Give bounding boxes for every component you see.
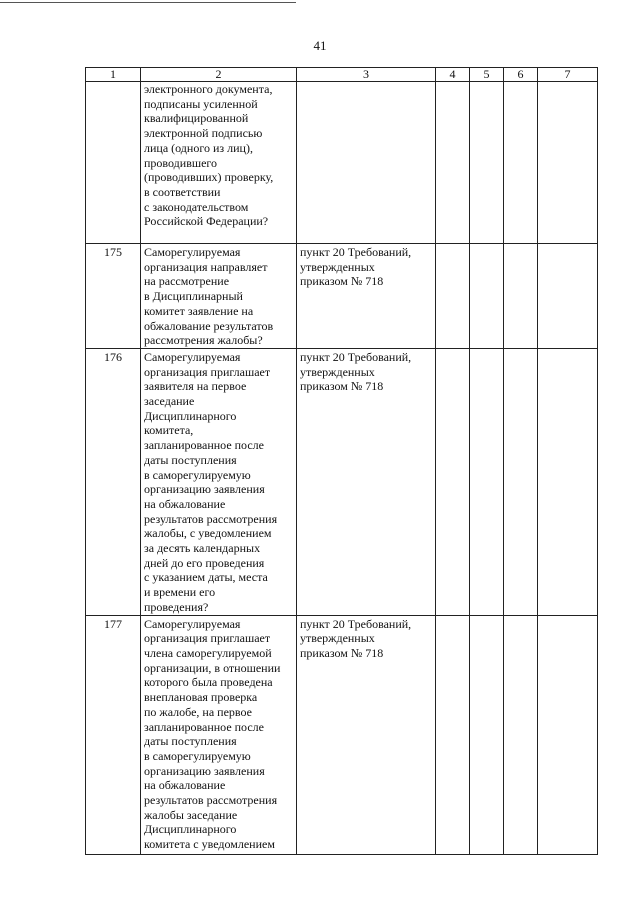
reference-cell bbox=[297, 82, 436, 244]
requirement-cell: Саморегулируемая организация направляет на рассмотрение в Дисциплинарный комитет заявление на обжалование результатов рассмотрения жалобы? bbox=[141, 244, 297, 349]
column-header: 3 bbox=[297, 68, 436, 82]
page-number: 41 bbox=[313, 38, 327, 53]
table-row bbox=[86, 244, 598, 349]
empty-cell bbox=[470, 615, 504, 854]
empty-cell bbox=[470, 82, 504, 244]
row-number: 175 bbox=[86, 244, 141, 349]
empty-cell bbox=[538, 244, 598, 349]
empty-cell bbox=[538, 348, 598, 615]
empty-cell bbox=[436, 348, 470, 615]
requirement-cell: электронного документа, подписаны усиленной квалифицированной электронной подписью лица (одного из лиц), проводившего (проводивших) проверку, в соответствии с законодательством Российской Федерации? bbox=[141, 82, 297, 244]
empty-cell bbox=[504, 615, 538, 854]
table-row bbox=[86, 82, 598, 244]
top-rule bbox=[0, 2, 296, 3]
empty-cell bbox=[470, 244, 504, 349]
column-header: 7 bbox=[538, 68, 598, 82]
table-row bbox=[86, 615, 598, 854]
row-number bbox=[86, 82, 141, 244]
table-row bbox=[86, 348, 598, 615]
checklist-table bbox=[85, 67, 598, 855]
header-row bbox=[86, 68, 598, 82]
empty-cell bbox=[538, 615, 598, 854]
empty-cell bbox=[436, 82, 470, 244]
empty-cell bbox=[504, 82, 538, 244]
column-header: 2 bbox=[141, 68, 297, 82]
column-header: 4 bbox=[436, 68, 470, 82]
reference-cell: пункт 20 Требований, утвержденных приказом № 718 bbox=[297, 244, 436, 349]
empty-cell bbox=[470, 348, 504, 615]
empty-cell bbox=[436, 244, 470, 349]
requirement-cell: Саморегулируемая организация приглашает заявителя на первое заседание Дисциплинарного комитета, запланированное после даты поступления в саморегулируемую организацию заявления на обжалование результатов рассмотрения жалобы, с уведомлением за десять календарных дней до его проведения с указанием даты, места и времени его проведения? bbox=[141, 348, 297, 615]
column-header: 6 bbox=[504, 68, 538, 82]
empty-cell bbox=[538, 82, 598, 244]
empty-cell bbox=[504, 348, 538, 615]
column-header: 1 bbox=[86, 68, 141, 82]
row-number: 176 bbox=[86, 348, 141, 615]
requirement-cell: Саморегулируемая организация приглашает члена саморегулируемой организации, в отношении которого была проведена внеплановая проверка по жалобе, на первое запланированное после даты поступления в саморегулируемую организацию заявления на обжалование результатов рассмотрения жалобы заседание Дисциплинарного комитета с уведомлением bbox=[141, 615, 297, 854]
reference-cell: пункт 20 Требований, утвержденных приказом № 718 bbox=[297, 348, 436, 615]
empty-cell bbox=[436, 615, 470, 854]
row-number: 177 bbox=[86, 615, 141, 854]
column-header: 5 bbox=[470, 68, 504, 82]
reference-cell: пункт 20 Требований, утвержденных приказом № 718 bbox=[297, 615, 436, 854]
empty-cell bbox=[504, 244, 538, 349]
